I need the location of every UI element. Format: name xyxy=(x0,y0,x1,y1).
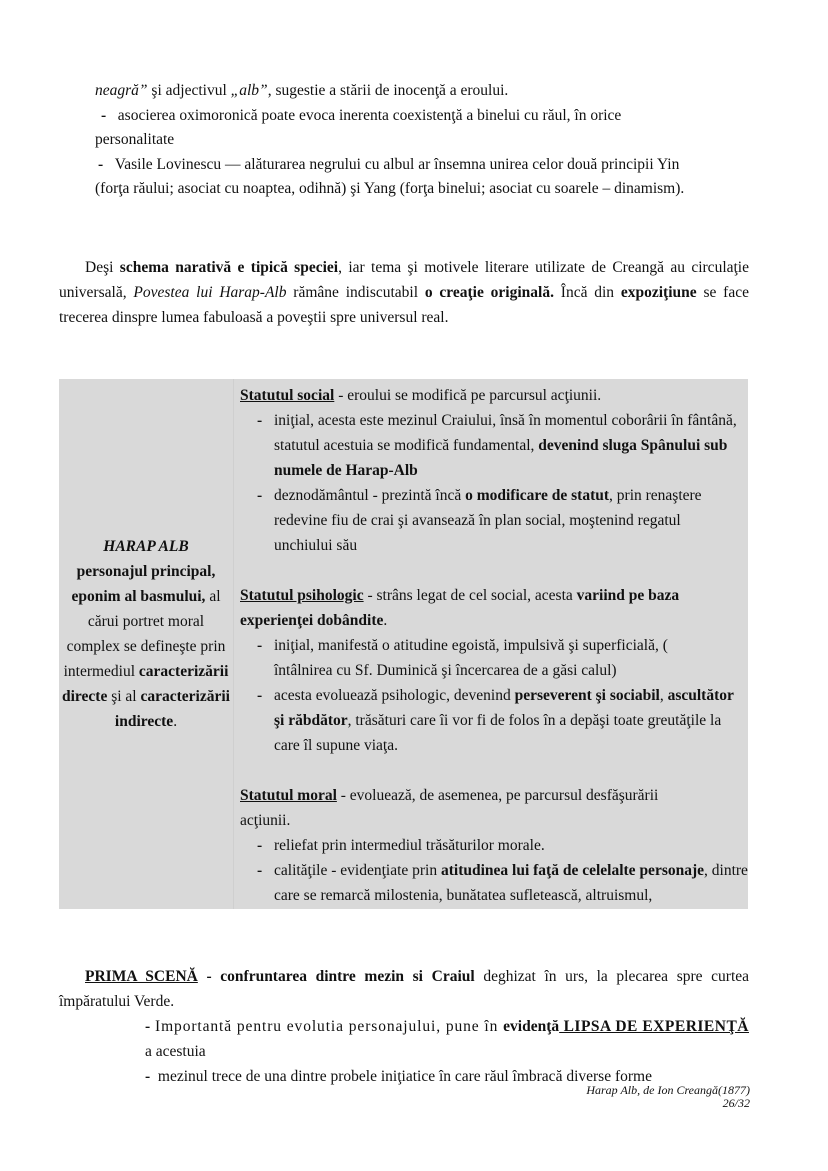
text-fragment: Încă din xyxy=(553,284,621,301)
dash-bullet-icon: - xyxy=(257,637,263,654)
text-fragment: Deşi xyxy=(85,259,120,276)
text-fragment: acesta evoluează psihologic, devenind xyxy=(274,687,515,704)
bold-fragment: variind pe baza experienţei dobândite xyxy=(240,587,680,629)
bold-fragment: ascultător şi răbdător xyxy=(274,687,734,729)
text-fragment: . xyxy=(383,612,388,629)
dash-bullet-icon: - xyxy=(145,1018,151,1035)
text-fragment: se face trecerea dinspre lumea fabuloasă a poveştii spre universul real. xyxy=(59,284,749,326)
bullet-text: Vasile Lovinescu — alăturarea negrului cu albul ar însemna unirea celor două principii Yin xyxy=(114,155,680,173)
bold-fragment: o modificare de statut xyxy=(465,487,610,504)
page-number: 26/32 xyxy=(722,1096,750,1110)
text-fragment: iniţial, acesta este mezinul Craiului, însă în momentul coborârii în fântână, statutul acestuia se modifică fundamental, xyxy=(274,412,737,454)
section-title: Statutul moral xyxy=(240,787,337,804)
text-fragment: Importantă pentru evolutia personajului, pune în xyxy=(150,1018,504,1035)
character-name: HARAP ALB xyxy=(103,538,189,555)
character-summary xyxy=(60,534,232,734)
bold-fragment: evidenţă xyxy=(503,1018,560,1035)
section-psihologic-heading xyxy=(240,583,748,633)
text-fragment: , xyxy=(659,687,668,704)
scene-bullet-list xyxy=(145,1014,749,1089)
list-item xyxy=(240,683,748,758)
text-fragment: , prin renaştere redevine fiu de crai şi avansează în plan social, moştenind regatul unchiului său xyxy=(274,487,702,554)
text-fragment: reliefat prin intermediul trăsăturilor morale. xyxy=(274,837,545,854)
bold-fragment: expoziţiune xyxy=(620,284,697,301)
scene-heading-line xyxy=(59,964,749,1014)
bullet-text: asocierea oximoronică poate evoca inerenta coexistenţă a binelui cu răul, în orice xyxy=(117,106,622,124)
top-text-block xyxy=(95,79,755,202)
dash-bullet-icon: - xyxy=(98,155,104,173)
text-fragment: a acestuia xyxy=(145,1043,206,1060)
dash-bullet-icon: - xyxy=(257,687,263,704)
bold-fragment: schema narativă e tipică speciei xyxy=(119,259,339,276)
text-fragment: mezinul trece de una dintre probele iniţiatice în care răul îmbracă diverse forme xyxy=(150,1068,652,1085)
spacer xyxy=(240,758,748,783)
bold-fragment: atitudinea lui faţă de celelalte personaje xyxy=(440,862,705,879)
bullet-line xyxy=(95,104,755,129)
text-fragment: - eroului se modifică pe parcursul acţiunii. xyxy=(334,387,602,404)
section-social-heading xyxy=(240,383,748,408)
text-fragment: , iar tema şi motivele literare utilizate de Creangă au circulaţie universală, xyxy=(59,259,749,301)
bold-fragment: o creaţie originală. xyxy=(424,284,554,301)
bullet-line xyxy=(95,153,755,178)
section-moral-heading xyxy=(240,783,748,833)
list-item xyxy=(240,408,748,483)
italic-title: Povestea lui Harap-Alb xyxy=(133,284,287,301)
text-line xyxy=(95,128,755,153)
text-fragment: şi al xyxy=(107,688,141,705)
dash-bullet-icon: - xyxy=(257,837,263,854)
bold-fragment: devenind sluga Spânului sub numele de Harap-Alb xyxy=(274,437,728,479)
page-footer xyxy=(586,1084,750,1110)
section-title: Statutul psihologic xyxy=(240,587,364,604)
bold-fragment: - confruntarea dintre mezin si Craiul xyxy=(197,968,475,985)
bold-fragment: caracterizării directe xyxy=(62,663,229,705)
table-right-cell xyxy=(234,379,748,909)
scene-paragraph xyxy=(59,964,749,1014)
list-item xyxy=(145,1014,749,1064)
text-line xyxy=(95,79,755,104)
bullet-text-continued: (forţa răului; asociat cu noaptea, odihnă) şi Yang (forţa binelui; asociat cu soarele – dinamism). xyxy=(95,180,685,197)
italic-fragment: „alb” xyxy=(230,82,268,99)
text-fragment: iniţial, manifestă o atitudine egoistă, impulsivă şi superficială, ( întâlnirea cu Sf. Duminică şi încercarea de a găsi calul) xyxy=(274,637,668,679)
list-item xyxy=(240,833,748,858)
text-fragment: , trăsături care îi vor fi de folos în a depăşi toate greutăţile la care îl supune viaţa. xyxy=(274,712,722,754)
text-fragment: , dintre care se remarcă milostenia, bunătatea sufletească, altruismul, xyxy=(274,862,748,904)
dash-bullet-icon: - xyxy=(257,487,263,504)
bold-fragment: personajul principal, eponim al basmului, xyxy=(71,563,216,605)
dash-bullet-icon: - xyxy=(257,412,263,429)
bold-fragment: caracterizării indirecte xyxy=(114,688,230,730)
footer-work-title: Harap Alb, de Ion Creangă(1877) xyxy=(586,1083,750,1097)
section-title: Statutul social xyxy=(240,387,335,404)
bold-fragment: perseverent şi sociabil xyxy=(514,687,660,704)
list-item xyxy=(240,633,748,683)
text-fragment: al cărui portret moral complex se defineşte prin intermediul xyxy=(63,588,226,680)
table-left-cell xyxy=(59,379,234,909)
text-fragment: deghizat în urs, la plecarea spre curtea împăratului Verde. xyxy=(59,968,750,1010)
dash-bullet-icon: - xyxy=(101,106,107,124)
text-fragment: rămâne indiscutabil xyxy=(286,284,425,301)
list-item xyxy=(240,858,748,908)
text-fragment: . xyxy=(173,713,178,730)
text-fragment: calităţile - evidenţiate prin xyxy=(274,862,441,879)
dash-bullet-icon: - xyxy=(257,862,263,879)
italic-fragment: neagră” xyxy=(95,82,148,99)
dash-bullet-icon: - xyxy=(145,1068,151,1085)
text-fragment: şi adjectivul xyxy=(147,82,231,99)
scene-title: PRIMA SCENĂ xyxy=(85,968,198,985)
bullet-text-continued: personalitate xyxy=(95,131,175,148)
text-fragment: deznodământul - prezintă încă xyxy=(274,487,466,504)
characterization-table xyxy=(59,379,748,909)
intro-paragraph xyxy=(59,255,749,330)
text-fragment: - evoluează, de asemenea, pe parcursul desfăşurării acţiunii. xyxy=(240,787,659,829)
text-fragment: , sugestie a stării de inocenţă a eroului. xyxy=(267,82,509,99)
spacer xyxy=(240,558,748,583)
list-item xyxy=(240,483,748,558)
text-line xyxy=(95,177,755,202)
emphasis-fragment: LIPSA DE EXPERIENŢĂ xyxy=(559,1018,749,1035)
text-fragment: - strâns legat de cel social, acesta xyxy=(363,587,577,604)
